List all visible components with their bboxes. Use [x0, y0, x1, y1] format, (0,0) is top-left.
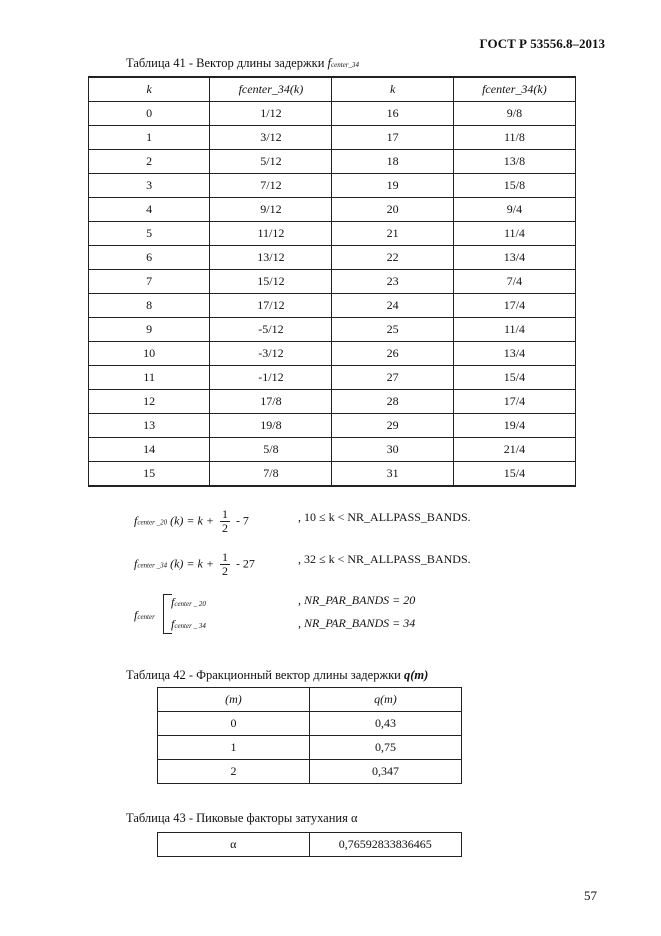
table-cell: 26 [332, 342, 453, 366]
table-row [89, 318, 576, 342]
table-row [89, 414, 576, 438]
table-cell: α [158, 833, 310, 857]
document-header: ГОСТ Р 53556.8–2013 [479, 36, 605, 51]
table-cell: 11 [89, 366, 210, 390]
formula2-fraction [220, 551, 230, 578]
table-row [89, 102, 576, 126]
table-cell: 0 [89, 102, 210, 126]
formula3-condition1 [298, 593, 415, 608]
table-row [89, 150, 576, 174]
table-cell: 23 [332, 270, 453, 294]
table-row [89, 438, 576, 462]
table42-header-cell: (m) [158, 688, 310, 712]
table-cell: 31 [332, 462, 453, 487]
table-cell: 14 [89, 438, 210, 462]
table42-caption [126, 668, 428, 683]
table-cell: 9 [89, 318, 210, 342]
table-cell: 29 [332, 414, 453, 438]
table-cell: 11/12 [210, 222, 332, 246]
table-cell: 11/8 [453, 126, 575, 150]
formula2-num: 1 [221, 550, 228, 564]
table-row [89, 270, 576, 294]
table-cell: 20 [332, 198, 453, 222]
formula1-den: 2 [221, 521, 228, 535]
formula-center-34 [134, 551, 255, 578]
formula2-tail: - 27 [235, 556, 255, 571]
table-cell: 9/12 [210, 198, 332, 222]
table-cell: 17/4 [453, 390, 575, 414]
formula3-cond2-text: , NR_PAR_BANDS = 34 [298, 616, 416, 630]
page-number: 57 [584, 888, 597, 903]
table-cell: 13/12 [210, 246, 332, 270]
formula2-lhs: f [134, 556, 138, 571]
table-cell: 21/4 [453, 438, 575, 462]
table-cell: 15/8 [453, 174, 575, 198]
table-row [89, 342, 576, 366]
table-cell: 1 [89, 126, 210, 150]
table-cell: 18 [332, 150, 453, 174]
table-cell: 15/4 [453, 366, 575, 390]
formula2-condition: , 32 ≤ k < NR_ALLPASS_BANDS. [298, 552, 471, 566]
formula3-sub: center [137, 613, 155, 621]
table-cell: 19/4 [453, 414, 575, 438]
table41-caption-text: Таблица 41 - Вектор длины задержки [126, 56, 325, 70]
table-cell: 7 [89, 270, 210, 294]
table43 [157, 832, 462, 857]
table41-caption [126, 56, 359, 71]
table41-caption-symbol: f [327, 56, 331, 70]
table-cell: 5/12 [210, 150, 332, 174]
formula2-arg: (k) = k + [170, 556, 214, 571]
table-cell: 0,43 [309, 712, 461, 736]
table-row [89, 366, 576, 390]
formula2-den: 2 [221, 564, 228, 578]
table-cell: 7/12 [210, 174, 332, 198]
table-cell: 17/4 [453, 294, 575, 318]
formula3-lhs-group [134, 608, 155, 623]
table42-caption-symbol: q(m) [403, 668, 429, 682]
formula-center-20 [134, 508, 249, 535]
formula3-cond1-text: , NR_PAR_BANDS = 20 [298, 593, 416, 607]
table-cell: 13/4 [453, 342, 575, 366]
table-cell: 3 [89, 174, 210, 198]
table-cell: 10 [89, 342, 210, 366]
table-cell: 15/4 [453, 462, 575, 487]
table-cell: 11/4 [453, 318, 575, 342]
formula1-lhs: f [134, 513, 138, 528]
table-cell: 30 [332, 438, 453, 462]
table-cell: -5/12 [210, 318, 332, 342]
table-row [89, 462, 576, 487]
formula1-sub: center _20 [137, 518, 168, 527]
table-cell: 19/8 [210, 414, 332, 438]
table-row [89, 174, 576, 198]
table41-header-cell: k [332, 77, 453, 102]
table41-header-cell: fcenter_34(k) [453, 77, 575, 102]
table-cell: 12 [89, 390, 210, 414]
formula3-case1: fcenter _ 20 [171, 595, 206, 609]
table-row [89, 222, 576, 246]
table-row [89, 294, 576, 318]
table-row [158, 833, 462, 857]
table-cell: 2 [158, 760, 310, 784]
table-cell: 1/12 [210, 102, 332, 126]
formula3-lhs: f [134, 608, 138, 622]
table-row [158, 736, 462, 760]
formula1-fraction [220, 508, 230, 535]
table-cell: 11/4 [453, 222, 575, 246]
table-cell: 17 [332, 126, 453, 150]
table-cell: 28 [332, 390, 453, 414]
table-cell: 21 [332, 222, 453, 246]
formula3-case2-sub: center _ 34 [174, 622, 206, 630]
table-cell: 17/12 [210, 294, 332, 318]
formula1-num: 1 [221, 507, 228, 521]
table42-header-cell: q(m) [309, 688, 461, 712]
table-cell: 0,75 [309, 736, 461, 760]
table-cell: 2 [89, 150, 210, 174]
table-cell: 27 [332, 366, 453, 390]
table-cell: 4 [89, 198, 210, 222]
table-cell: 7/4 [453, 270, 575, 294]
table-cell: -3/12 [210, 342, 332, 366]
table-cell: 22 [332, 246, 453, 270]
table42 [157, 687, 462, 784]
table-cell: 9/8 [453, 102, 575, 126]
table-cell: 17/8 [210, 390, 332, 414]
formula2-sub: center _34 [137, 561, 168, 570]
table-cell: 0,347 [309, 760, 461, 784]
table41-header-cell: fcenter_34(k) [210, 77, 332, 102]
table41 [88, 76, 576, 487]
table41-header-row [89, 77, 576, 102]
table-cell: 5 [89, 222, 210, 246]
table-cell: 19 [332, 174, 453, 198]
formula1-arg: (k) = k + [170, 513, 214, 528]
table-cell: 13 [89, 414, 210, 438]
table-cell: 0,76592833836465 [309, 833, 461, 857]
table-cell: 5/8 [210, 438, 332, 462]
table-row [89, 246, 576, 270]
table-cell: 7/8 [210, 462, 332, 487]
formula1-tail: - 7 [235, 513, 249, 528]
table-row [89, 126, 576, 150]
formula3-case2: fcenter _ 34 [171, 617, 206, 631]
formula3-condition2 [298, 616, 415, 631]
table-cell: 15 [89, 462, 210, 487]
table41-caption-sub: center_34 [331, 61, 359, 69]
table-row [158, 712, 462, 736]
table-cell: 1 [158, 736, 310, 760]
table-cell: 15/12 [210, 270, 332, 294]
table-row [89, 198, 576, 222]
table41-header-cell: k [89, 77, 210, 102]
table-cell: 13/4 [453, 246, 575, 270]
formula3-case1-sub: center _ 20 [174, 600, 206, 608]
table-cell: 6 [89, 246, 210, 270]
table42-header-row [158, 688, 462, 712]
table-cell: 24 [332, 294, 453, 318]
table-cell: 3/12 [210, 126, 332, 150]
table42-caption-text: Таблица 42 - Фракционный вектор длины задержки [126, 668, 401, 682]
table-cell: 16 [332, 102, 453, 126]
table-row [89, 390, 576, 414]
table-cell: 13/8 [453, 150, 575, 174]
table-cell: -1/12 [210, 366, 332, 390]
table-row [158, 760, 462, 784]
table41-body [89, 102, 576, 487]
table43-caption: Таблица 43 - Пиковые факторы затухания α [126, 811, 358, 825]
table-cell: 9/4 [453, 198, 575, 222]
table-cell: 0 [158, 712, 310, 736]
table-cell: 25 [332, 318, 453, 342]
formula1-condition: , 10 ≤ k < NR_ALLPASS_BANDS. [298, 510, 471, 524]
table-cell: 8 [89, 294, 210, 318]
